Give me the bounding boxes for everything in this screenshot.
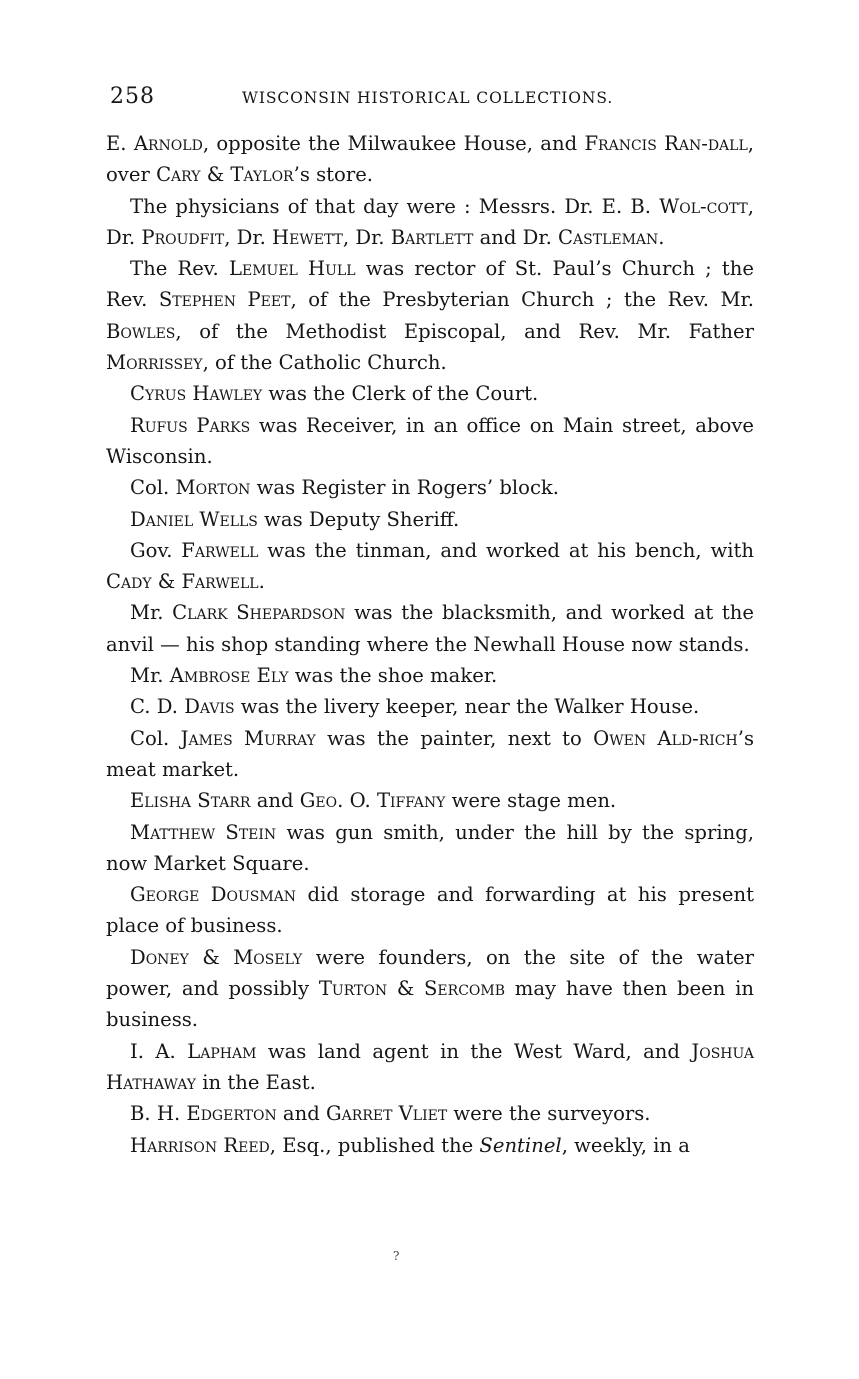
proper-name: Clark Shepardson: [172, 601, 346, 625]
book-page: [106, 84, 754, 1161]
proper-name: Geo. O. Tiffany: [299, 789, 446, 813]
proper-name: Bowles: [106, 319, 176, 343]
text-run: was gun smith, under the hill by the spring, now Market Square.: [106, 820, 754, 875]
paragraph: [106, 504, 754, 535]
proper-name: Francis Ran-dall: [584, 132, 748, 155]
proper-name: Matthew Stein: [130, 820, 277, 844]
paragraph: [106, 191, 754, 254]
text-run: B. H.: [130, 1102, 187, 1126]
proper-name: Wol-cott: [659, 194, 748, 218]
proper-name: Stephen Peet: [158, 288, 291, 312]
paragraph: [106, 1036, 754, 1099]
text-run: and: [250, 789, 300, 813]
text-run: , of the Catholic Church.: [202, 351, 447, 375]
text-run: were stage men.: [445, 789, 617, 813]
proper-name: Davis: [184, 695, 235, 719]
text-run: , Dr.: [342, 225, 391, 249]
proper-name: Arnold: [133, 132, 203, 155]
text-run: Mr.: [130, 601, 173, 625]
text-run: Mr.: [130, 664, 170, 688]
text-run: .: [658, 225, 665, 249]
text-run: C. D.: [130, 695, 185, 719]
text-run: , Dr.: [224, 225, 273, 249]
italic-title: Sentinel: [479, 1133, 562, 1157]
text-run: was rector of St. Paul’s Church ; the Rev.: [106, 257, 755, 312]
page-header: [106, 84, 754, 118]
text-run: were the surveyors.: [447, 1102, 651, 1126]
proper-name: Ambrose Ely: [169, 664, 289, 688]
text-run: was Receiver, in an office on Main street, above Wisconsin.: [106, 413, 754, 468]
proper-name: Rufus Parks: [130, 413, 251, 437]
text-run: , weekly, in a: [561, 1133, 690, 1157]
paragraph: [106, 723, 754, 786]
text-run: ’s store.: [293, 163, 374, 187]
text-run: , Esq., published the: [269, 1133, 480, 1157]
paragraph: [106, 785, 754, 816]
text-run: , of the Presbyterian Church ; the Rev. Mr.: [290, 288, 754, 312]
paragraph: [106, 1098, 754, 1129]
proper-name: Joshua Hathaway: [106, 1039, 754, 1094]
text-run: , over: [106, 132, 754, 187]
proper-name: Cyrus Hawley: [130, 382, 263, 406]
text-run: Col.: [130, 476, 176, 500]
text-run: .: [258, 570, 265, 594]
proper-name: Daniel Wells: [130, 507, 258, 531]
paragraph: [106, 472, 754, 503]
text-run: E.: [106, 132, 134, 155]
footer-mark: ?: [393, 1249, 400, 1263]
text-run: , Dr.: [106, 194, 754, 249]
proper-name: George Dousman: [130, 883, 297, 907]
text-run: was the shoe maker.: [288, 664, 498, 688]
paragraph: [106, 942, 754, 1036]
proper-name: Farwell: [181, 538, 259, 562]
text-run: did storage and forwarding at his present place of business.: [106, 883, 754, 938]
proper-name: Edgerton: [186, 1102, 277, 1126]
proper-name: Harrison Reed: [130, 1133, 270, 1157]
paragraph: [106, 1130, 754, 1161]
page-number: 258: [110, 84, 155, 109]
paragraph: [106, 691, 754, 722]
proper-name: Garret Vliet: [326, 1102, 448, 1126]
text-run: and Dr.: [473, 225, 559, 249]
proper-name: Lapham: [187, 1039, 257, 1063]
proper-name: Proudfit: [141, 225, 225, 249]
paragraph: [106, 253, 754, 378]
text-run: was the livery keeper, near the Walker House.: [234, 695, 700, 719]
text-run: , of the Methodist Episcopal, and Rev. Mr. Father: [175, 319, 754, 343]
text-run: in the East.: [196, 1070, 316, 1094]
text-run: Col.: [130, 726, 181, 750]
text-run: and: [276, 1102, 327, 1126]
paragraph: [106, 879, 754, 942]
paragraph: [106, 817, 754, 880]
proper-name: Cady & Farwell: [106, 570, 259, 594]
text-run: I. A.: [130, 1039, 188, 1063]
text-run: were founders, on the site of the water power, and possibly: [106, 945, 755, 1001]
paragraph: [106, 128, 754, 191]
proper-name: Bartlett: [390, 225, 474, 249]
proper-name: James Murray: [180, 726, 316, 750]
text-run: ’s meat market.: [106, 726, 755, 781]
proper-name: Castleman: [558, 225, 659, 249]
body-text: [106, 128, 754, 1161]
paragraph: [106, 660, 754, 691]
text-run: was the Clerk of the Court.: [262, 382, 539, 406]
text-run: was the tinman, and worked at his bench, with: [258, 538, 754, 562]
proper-name: Elisha Starr: [130, 789, 251, 813]
text-run: may have then been in business.: [106, 977, 755, 1032]
proper-name: Hewett: [272, 225, 343, 249]
proper-name: Cary & Taylor: [156, 163, 294, 187]
paragraph: [106, 410, 754, 473]
text-run: Gov.: [130, 538, 182, 562]
paragraph: [106, 378, 754, 409]
paragraph: [106, 535, 754, 598]
text-run: was the painter, next to: [315, 726, 594, 750]
text-run: , opposite the Milwaukee House, and: [202, 132, 585, 155]
proper-name: Lemuel Hull: [228, 257, 356, 281]
text-run: was Register in Rogers’ block.: [250, 476, 560, 500]
proper-name: Morrissey: [106, 351, 203, 375]
paragraph: [106, 597, 754, 660]
text-run: was Deputy Sheriff.: [257, 507, 460, 531]
proper-name: Turton & Sercomb: [318, 977, 506, 1001]
text-run: The Rev.: [130, 257, 229, 281]
text-run: The physicians of that day were : Messrs. Dr. E. B.: [130, 194, 660, 218]
running-title: WISCONSIN HISTORICAL COLLECTIONS.: [242, 89, 614, 107]
proper-name: Doney & Mosely: [130, 945, 303, 969]
proper-name: Morton: [175, 476, 251, 500]
text-run: was the blacksmith, and worked at the anvil — his shop standing where the Newhall House now stands.: [106, 601, 755, 656]
proper-name: Owen Ald-rich: [593, 726, 738, 750]
text-run: was land agent in the West Ward, and: [256, 1039, 692, 1063]
